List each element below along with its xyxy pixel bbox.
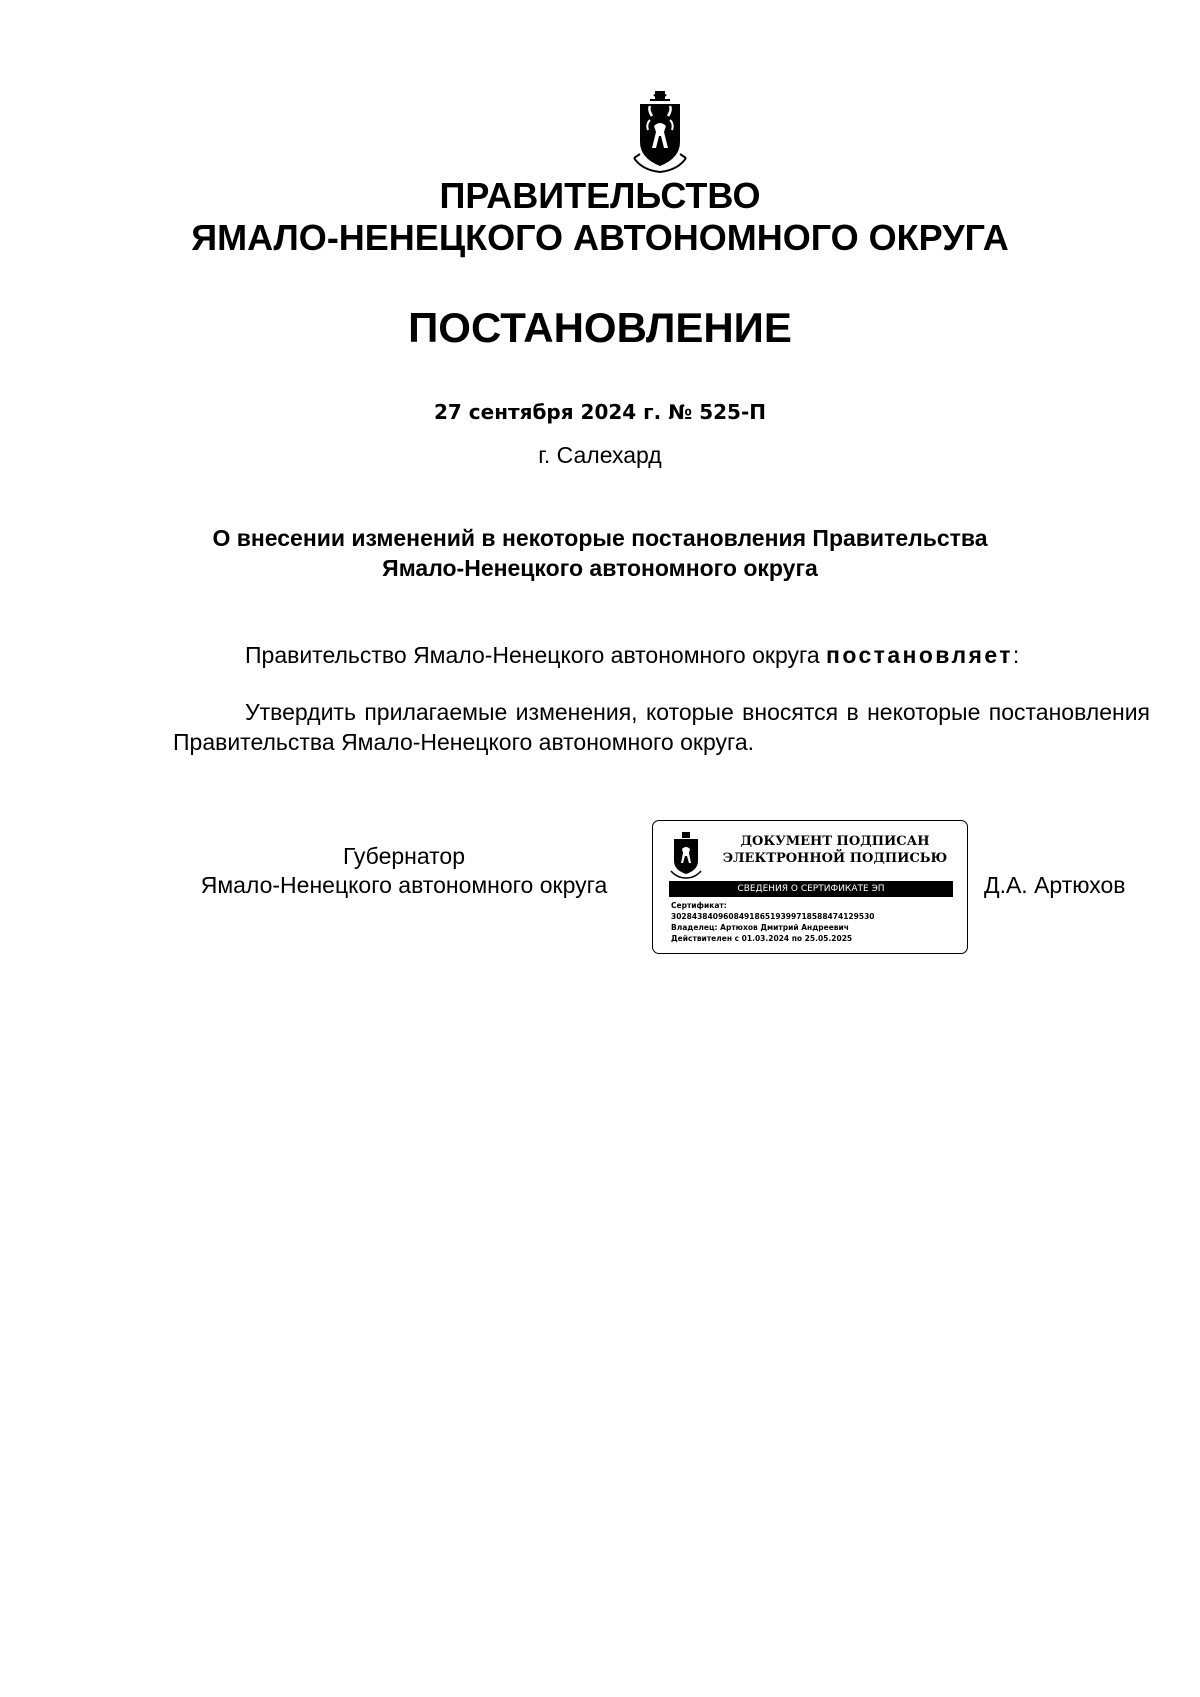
stamp-owner: Владелец: Артюхов Дмитрий Андреевич [671,923,849,932]
stamp-title-line1: ДОКУМЕНТ ПОДПИСАН [740,834,930,849]
subject-line2: Ямало-Ненецкого автономного округа [382,555,818,581]
signer-position-line1: Губернатор [342,843,466,869]
stamp-validity: Действителен с 01.03.2024 по 25.05.2025 [671,934,853,943]
coat-of-arms-icon [628,86,692,174]
stamp-title-line2: ЭЛЕКТРОННОЙ ПОДПИСЬЮ [722,851,948,866]
stamp-certificate-number: 302843840960849186519399718588474129530 [671,912,875,921]
stamp-emblem-icon [669,831,703,879]
intro-end: : [1012,642,1020,668]
subject-line1: О внесении изменений в некоторые постановления Правительства [212,525,988,551]
signer-position-line2: Ямало-Ненецкого автономного округа [200,872,608,898]
document-city: г. Салехард [538,442,662,468]
body-paragraph: Утвердить прилагаемые изменения, которые вносятся в некоторые постановления Правительства Ямало-Ненецкого автономного округа. [173,699,1150,755]
document-subject [180,523,1020,583]
stamp-title [715,833,955,867]
document-type: ПОСТАНОВЛЕНИЕ [408,304,792,351]
government-title-line2: ЯМАЛО-НЕНЕЦКОГО АВТОНОМНОГО ОКРУГА [191,217,1009,258]
signer-position [173,842,635,900]
intro-emphasis: постановляет [826,642,1013,668]
stamp-certificate-bar: СВЕДЕНИЯ О СЕРТИФИКАТЕ ЭП [669,881,953,897]
stamp-certificate-label: Сертификат: [671,901,727,910]
signer-name: Д.А. Артюхов [984,872,1126,898]
intro-paragraph [173,640,1150,670]
intro-text: Правительство Ямало-Ненецкого автономного округа [245,642,827,668]
government-title-line1: ПРАВИТЕЛЬСТВО [439,175,761,216]
electronic-signature-stamp [652,820,968,954]
document-date-number: 27 сентября 2024 г. № 525-П [433,400,766,424]
